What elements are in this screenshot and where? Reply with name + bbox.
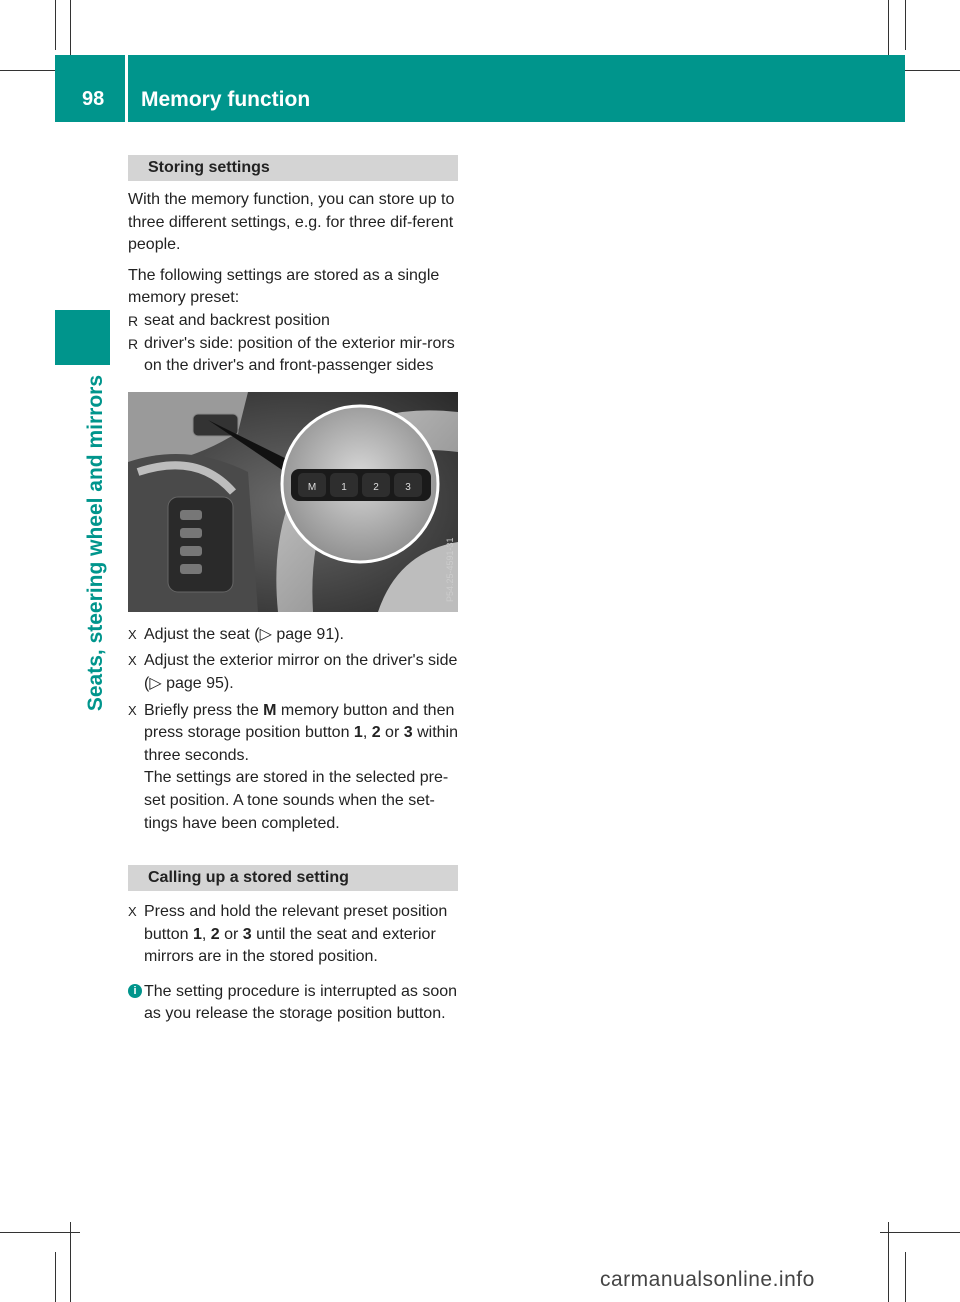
button-name-3: 3 bbox=[242, 925, 252, 943]
instruction-step bbox=[128, 901, 458, 969]
info-note bbox=[128, 981, 458, 1026]
crop-mark bbox=[905, 1252, 906, 1302]
step-text: Press and hold the relevant preset position button bbox=[144, 903, 448, 943]
page-title: Memory function bbox=[141, 88, 311, 111]
button-name-1: 1 bbox=[192, 925, 202, 943]
step-text: within three seconds. bbox=[144, 724, 458, 764]
step-text: memory button and then press storage position button bbox=[144, 701, 455, 742]
header-divider bbox=[125, 55, 128, 122]
intro-paragraph: With the memory function, you can store up to three different settings, e.g. for three dif-ferent people. bbox=[128, 191, 455, 254]
content-column bbox=[128, 155, 458, 1026]
list-item-text: seat and backrest position bbox=[144, 311, 330, 329]
button-name-2: 2 bbox=[371, 724, 381, 742]
memory-button-2: 2 bbox=[373, 481, 379, 493]
step-text: Adjust the exterior mirror on the driver's side ( bbox=[144, 652, 458, 692]
section-spacer bbox=[128, 835, 458, 865]
crop-mark bbox=[888, 1222, 889, 1302]
memory-button-3: 3 bbox=[405, 481, 411, 493]
step-marker: X bbox=[128, 626, 137, 642]
memory-button-1: 1 bbox=[341, 481, 347, 493]
side-tab-label: Seats, steering wheel and mirrors bbox=[84, 375, 107, 712]
memory-button-m: M bbox=[307, 481, 317, 493]
section-heading-storing: Storing settings bbox=[128, 155, 458, 181]
list-item-text: driver's side: position of the exterior mir-rors on the driver's and front-passenger sides bbox=[144, 334, 455, 375]
instruction-step bbox=[128, 624, 458, 647]
crop-mark bbox=[905, 0, 906, 50]
crop-mark bbox=[0, 1232, 80, 1233]
list-item bbox=[128, 333, 458, 378]
page-ref-link[interactable]: page 95). bbox=[161, 674, 234, 692]
bullet-marker: R bbox=[128, 312, 139, 329]
step-marker: X bbox=[128, 702, 137, 718]
crop-mark bbox=[55, 1252, 56, 1302]
button-name-1: 1 bbox=[353, 724, 363, 742]
crop-mark bbox=[70, 1222, 71, 1302]
page-ref-link[interactable]: page 91). bbox=[271, 625, 344, 643]
list-item bbox=[128, 310, 458, 333]
button-name-3: 3 bbox=[403, 724, 413, 742]
instruction-step bbox=[128, 700, 458, 836]
page-ref-arrow-icon: ▷ bbox=[149, 674, 162, 692]
page-ref-arrow-icon: ▷ bbox=[259, 625, 272, 643]
page-number: 98 bbox=[82, 88, 105, 110]
step-text: , bbox=[201, 925, 211, 943]
crop-mark bbox=[55, 0, 56, 50]
side-tab-block bbox=[55, 310, 110, 365]
step-text: , bbox=[362, 724, 372, 742]
door-panel-illustration bbox=[128, 392, 458, 612]
section-heading-calling-up: Calling up a stored setting bbox=[128, 865, 458, 891]
step-text: Adjust the seat ( bbox=[144, 625, 260, 643]
step-text: or bbox=[219, 925, 243, 943]
crop-mark bbox=[880, 1232, 960, 1233]
step-marker: X bbox=[128, 653, 137, 669]
watermark: carmanualsonline.info bbox=[600, 1268, 815, 1291]
instruction-step bbox=[128, 650, 458, 695]
step-text: Briefly press the bbox=[144, 701, 264, 719]
figure-code: P54.25-4591-31 bbox=[445, 537, 455, 602]
bullet-marker: R bbox=[128, 335, 139, 352]
memory-buttons-photo bbox=[128, 392, 458, 612]
info-icon: i bbox=[128, 984, 142, 998]
info-text: The setting procedure is interrupted as soon as you release the storage position button. bbox=[144, 982, 458, 1023]
settings-paragraph: The following settings are stored as a single memory preset: bbox=[128, 266, 440, 307]
step-text: until the seat and exterior mirrors are in the stored position. bbox=[144, 925, 436, 966]
step-result-text: The settings are stored in the selected pre-set position. A tone sounds when the set-tings have been completed. bbox=[144, 769, 449, 832]
step-marker: X bbox=[128, 904, 137, 920]
button-name-2: 2 bbox=[210, 925, 220, 943]
step-text: or bbox=[380, 724, 404, 742]
button-name-m: M bbox=[263, 701, 277, 719]
